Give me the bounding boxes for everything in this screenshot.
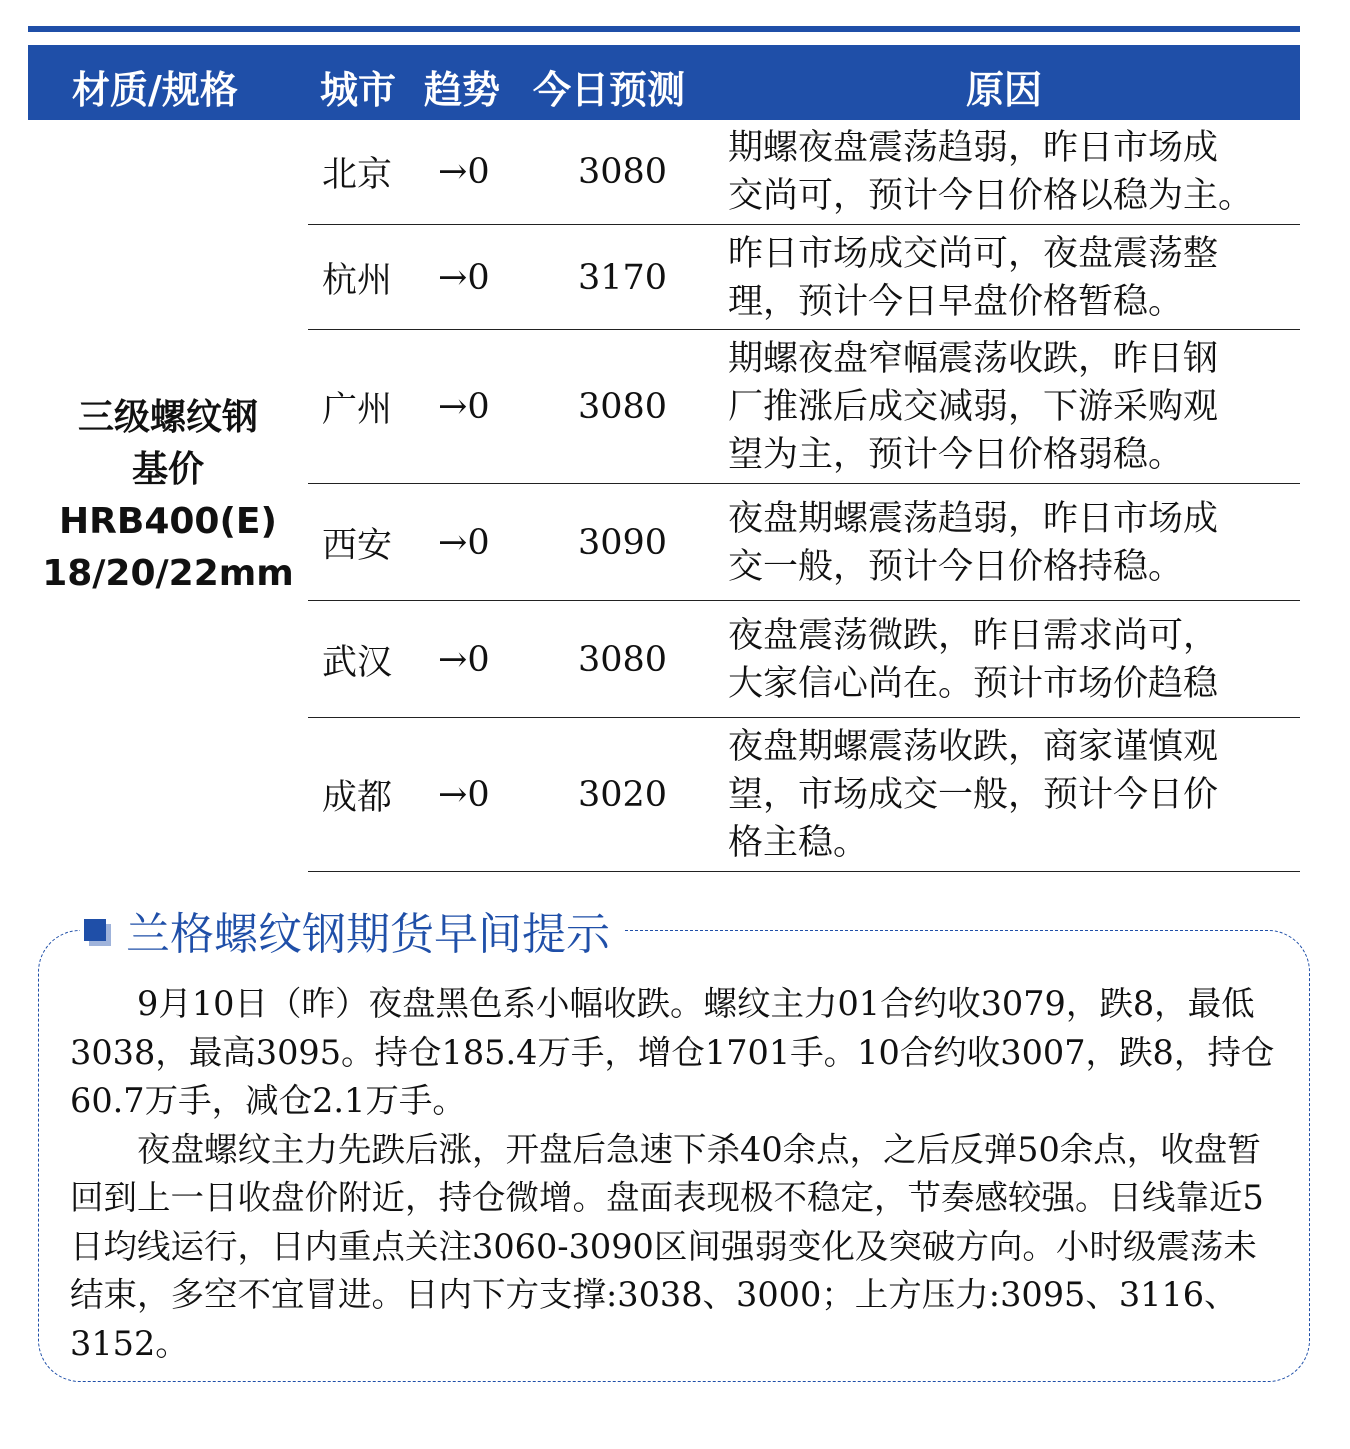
spec-line-4: 18/20/22mm: [42, 553, 294, 594]
price-cell: 3080: [578, 639, 668, 680]
table-row: [308, 719, 1300, 872]
table-header: [28, 45, 1300, 120]
trend-cell: →0: [438, 775, 490, 815]
spec-line-1: 三级螺纹钢: [77, 397, 258, 438]
price-cell: 3080: [578, 152, 668, 192]
header-reason: 原因: [966, 68, 1043, 112]
reason-cell: 期螺夜盘窄幅震荡收跌，昨日钢 厂推涨后成交减弱，下游采购观 望为主，预计今日价格弱稳。: [728, 339, 1219, 475]
city-cell: 武汉: [322, 642, 393, 683]
price-cell: 3020: [578, 775, 668, 815]
header-city: 城市: [320, 68, 397, 112]
city-cell: 杭州: [322, 260, 393, 301]
city-cell: 西安: [322, 525, 393, 566]
header-spec: 材质/规格: [72, 68, 238, 112]
reason-cell: 昨日市场成交尚可，夜盘震荡整 理，预计今日早盘价格暂稳。: [728, 233, 1219, 322]
table-row: [308, 485, 1300, 601]
reason-cell: 夜盘期螺震荡趋弱，昨日市场成 交一般，预计今日价格持稳。: [728, 498, 1219, 587]
price-cell: 3170: [578, 257, 668, 298]
trend-cell: →0: [438, 639, 490, 680]
reason-cell: 期螺夜盘震荡趋弱，昨日市场成 交尚可，预计今日价格以稳为主。: [728, 128, 1254, 216]
tips-header: [80, 898, 624, 962]
table-row: [308, 602, 1300, 718]
city-cell: 广州: [322, 390, 393, 430]
price-cell: 3080: [578, 387, 668, 427]
table-row: [308, 226, 1300, 330]
price-cell: 3090: [578, 522, 668, 563]
square-bullet-icon: [84, 919, 106, 941]
spec-cell: [28, 120, 308, 872]
tips-title: 兰格螺纹钢期货早间提示: [126, 909, 610, 960]
spec-line-2: 基价: [131, 449, 204, 490]
top-rule: [28, 26, 1300, 32]
city-cell: 成都: [322, 778, 393, 818]
header-trend: 趋势: [424, 68, 501, 112]
city-cell: 北京: [322, 155, 393, 195]
table-row: [308, 120, 1300, 225]
header-forecast: 今日预测: [533, 68, 686, 112]
tips-paragraph-1: 9月10日（昨）夜盘黑色系小幅收跌。螺纹主力01合约收3079，跌8，最低3038，最高3095。持仓185.4万手，增仓1701手。10合约收3007，跌8，持仓60.7万手，减仓2.1万手。: [70, 984, 1275, 1120]
spec-line-3: HRB400(E): [59, 501, 277, 542]
table-row: [308, 331, 1300, 484]
trend-cell: →0: [438, 522, 490, 563]
reason-cell: 夜盘震荡微跌，昨日需求尚可， 大家信心尚在。预计市场价趋稳: [728, 615, 1219, 704]
tips-body: [70, 980, 1282, 1368]
reason-cell: 夜盘期螺震荡收跌，商家谨慎观 望，市场成交一般，预计今日价 格主稳。: [728, 727, 1219, 863]
tips-paragraph-2: 夜盘螺纹主力先跌后涨，开盘后急速下杀40余点，之后反弹50余点，收盘暂回到上一日收盘价附近，持仓微增。盘面表现极不稳定，节奏感较强。日线靠近5日均线运行，日内重点关注3060-3090区间强弱变化及突破方向。小时级震荡未结束，多空不宜冒进。日内下方支撑:3038、3000；上方压力:3095、3116、3152。: [70, 1129, 1264, 1363]
trend-cell: →0: [438, 257, 490, 298]
trend-cell: →0: [438, 387, 490, 427]
trend-cell: →0: [438, 152, 490, 192]
